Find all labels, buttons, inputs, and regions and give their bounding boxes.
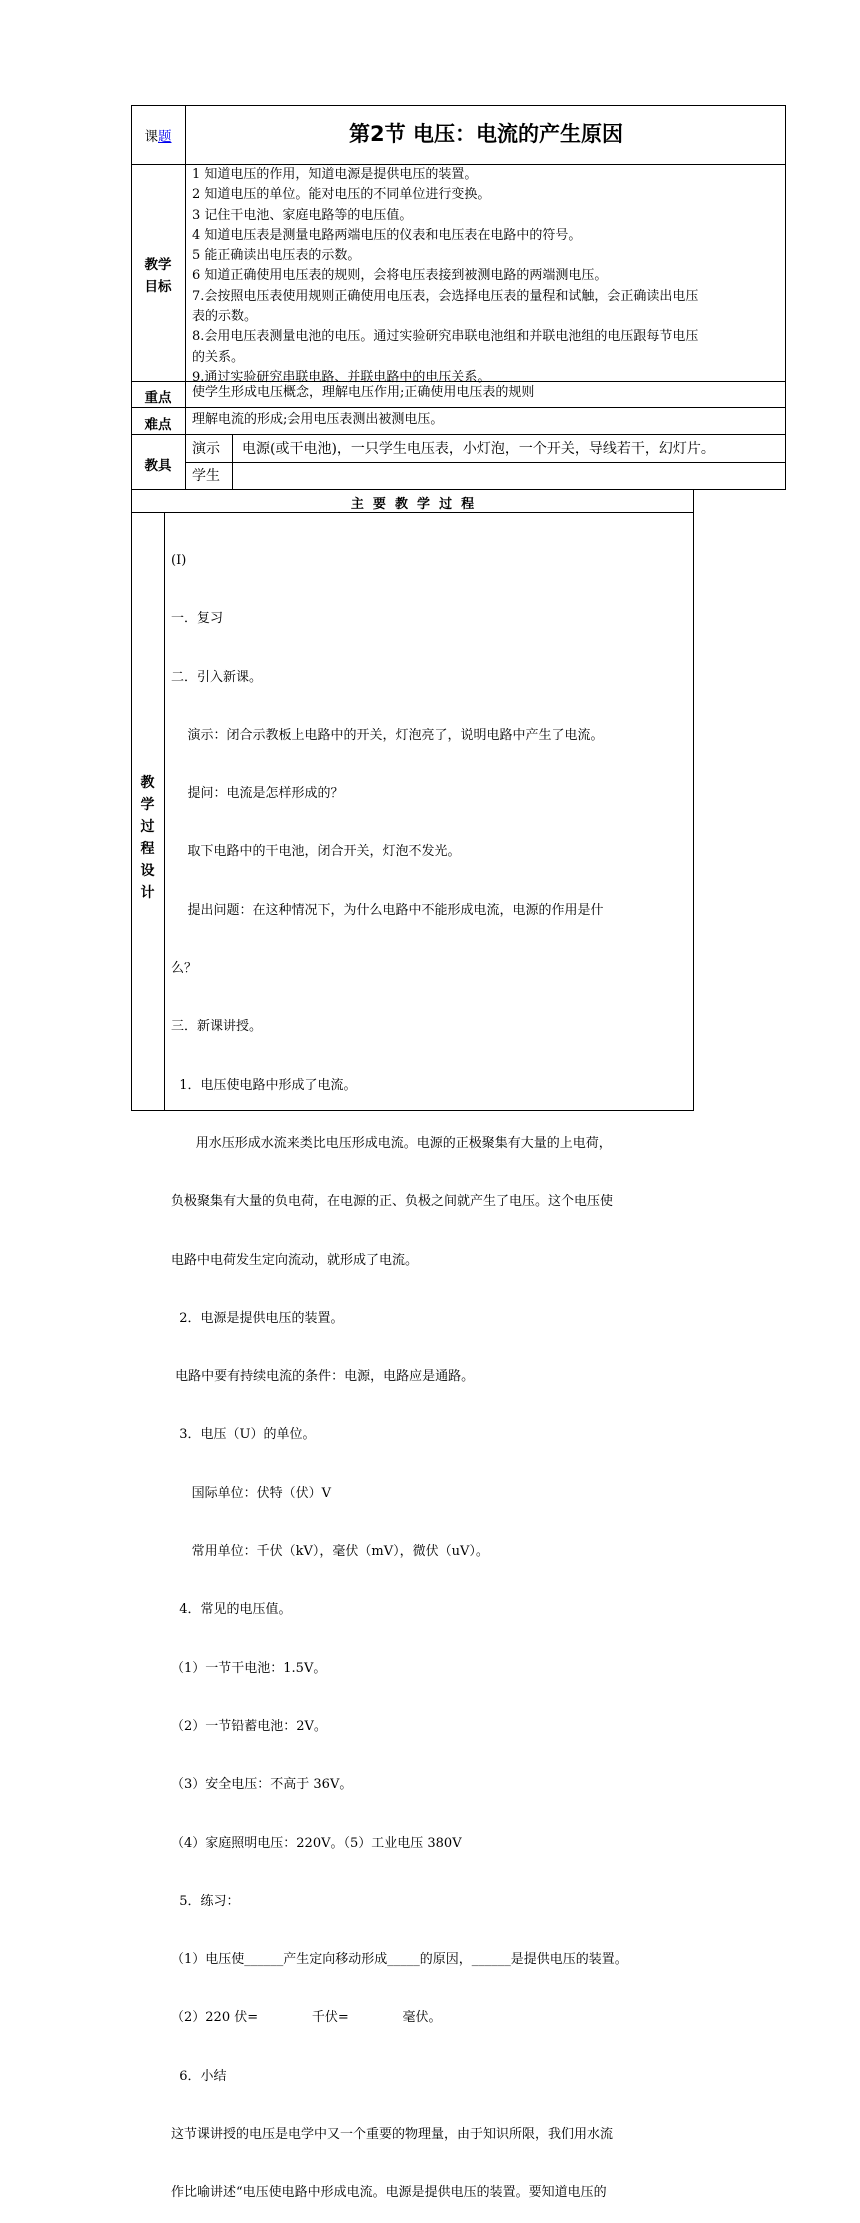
demo-label: 演示 (192, 441, 220, 457)
equipment-label: 教具 (144, 458, 172, 474)
objective-line: 的关系。 (192, 349, 245, 365)
row-divider (131, 407, 786, 408)
key-points-label: 重点 (144, 390, 172, 406)
process-line: 用水压形成水流来类比电压形成电流。电源的正极聚集有大量的上电荷， (171, 1135, 612, 1151)
process-line: 5．练习： (171, 1893, 240, 1909)
exercise-line: （2）220 伏= 千伏= 毫伏。 (171, 2010, 442, 2026)
process-line: 作比喻讲述“电压使电路中形成电流。电源是提供电压的装置。要知道电压的 (171, 2185, 607, 2201)
process-line: 这节课讲授的电压是电学中又一个重要的物理量，由于知识所限，我们用水流 (171, 2127, 614, 2143)
process-line: 6．小结 (171, 2068, 227, 2084)
process-line: 国际单位：伏特（伏）V (171, 1485, 332, 1501)
label-column-divider (185, 105, 186, 490)
process-line: 提问：电流是怎样形成的？ (171, 786, 344, 802)
objectives-label: 教学 目标 (144, 257, 172, 295)
objective-line: 2 知道电压的单位。能对电压的不同单位进行变换。 (192, 187, 491, 203)
process-heading: 主 要 教 学 过 程 (350, 497, 475, 512)
page-title: 第2节 电压：电流的产生原因 (349, 122, 623, 146)
process-line: (Ⅰ) (171, 553, 187, 568)
process-line: 二．引入新课。 (171, 669, 263, 685)
objectives-list (192, 165, 698, 388)
process-side-label: 教 学 过 程 设 计 (140, 775, 155, 901)
process-label-divider (164, 512, 165, 1111)
process-line: 取下电路中的干电池，闭合开关，灯泡不发光。 (171, 844, 461, 860)
process-line: 1．电压使电路中形成了电流。 (171, 1077, 357, 1093)
row-divider (185, 462, 786, 463)
topic-link[interactable]: 题 (158, 129, 172, 145)
difficulties-label: 难点 (144, 417, 172, 433)
process-line: 提出问题：在这种情况下，为什么电路中不能形成电流，电源的作用是什 (171, 902, 604, 918)
col-divider (232, 434, 233, 490)
objective-line: 5 能正确读出电压表的示数。 (192, 248, 361, 264)
topic-label: 课题 (144, 129, 172, 145)
process-line: 一．复习 (171, 611, 224, 627)
row-divider (131, 434, 786, 435)
objective-line: 表的示数。 (192, 309, 258, 325)
process-line: （2）一节铅蓄电池：2V。 (171, 1718, 327, 1734)
process-line: 常用单位：千伏（kV），毫伏（mV），微伏（uV）。 (171, 1544, 489, 1560)
process-line: （4）家庭照明电压：220V。（5）工业电压 380V (171, 1835, 462, 1851)
process-line: 电路中要有持续电流的条件：电源，电路应是通路。 (171, 1369, 475, 1385)
objective-line: 3 记住干电池、家庭电路等的电压值。 (192, 207, 413, 223)
objective-line: 4 知道电压表是测量电路两端电压的仪表和电压表在电路中的符号。 (192, 227, 582, 243)
process-line: 4．常见的电压值。 (171, 1602, 292, 1618)
key-points-text: 使学生形成电压概念，理解电压作用;正确使用电压表的规则 (192, 385, 535, 400)
process-line: 电路中电荷发生定向流动，就形成了电流。 (171, 1252, 419, 1268)
process-line: 么？ (171, 961, 198, 977)
process-line: 演示：闭合示教板上电路中的开关，灯泡亮了，说明电路中产生了电流。 (171, 727, 604, 743)
objective-line: 8.会用电压表测量电池的电压。通过实验研究串联电池组和并联电池组的电压跟每节电压 (192, 329, 699, 345)
process-line: 3．电压（U）的单位。 (171, 1427, 316, 1443)
process-line: 负极聚集有大量的负电荷，在电源的正、负极之间就产生了电压。这个电压使 (171, 1194, 614, 1210)
process-line: （1）一节干电池：1.5V。 (171, 1660, 327, 1676)
objective-line: 1 知道电压的作用，知道电源是提供电压的装置。 (192, 167, 478, 182)
process-line: 三．新课讲授。 (171, 1019, 263, 1035)
process-line: （3）安全电压：不高于 36V。 (171, 1777, 353, 1793)
student-label: 学生 (192, 468, 220, 484)
objective-line: 9.通过实验研究串联电路、并联电路中的电压关系。 (192, 369, 491, 385)
objective-line: 6 知道正确使用电压表的规则，会将电压表接到被测电路的两端测电压。 (192, 268, 608, 284)
process-line: 2．电源是提供电压的装置。 (171, 1310, 344, 1326)
demo-text: 电源(或干电池)，一只学生电压表，小灯泡，一个开关，导线若干，幻灯片。 (242, 441, 715, 457)
difficulties-text: 理解电流的形成;会用电压表测出被测电压。 (192, 412, 444, 427)
objective-line: 7.会按照电压表使用规则正确使用电压表，会选择电压表的量程和试触，会正确读出电压 (192, 288, 699, 304)
process-content (171, 513, 628, 2223)
exercise-line: （1）电压使______产生定向移动形成_____的原因，______是提供电压的装置。 (171, 1952, 628, 1968)
